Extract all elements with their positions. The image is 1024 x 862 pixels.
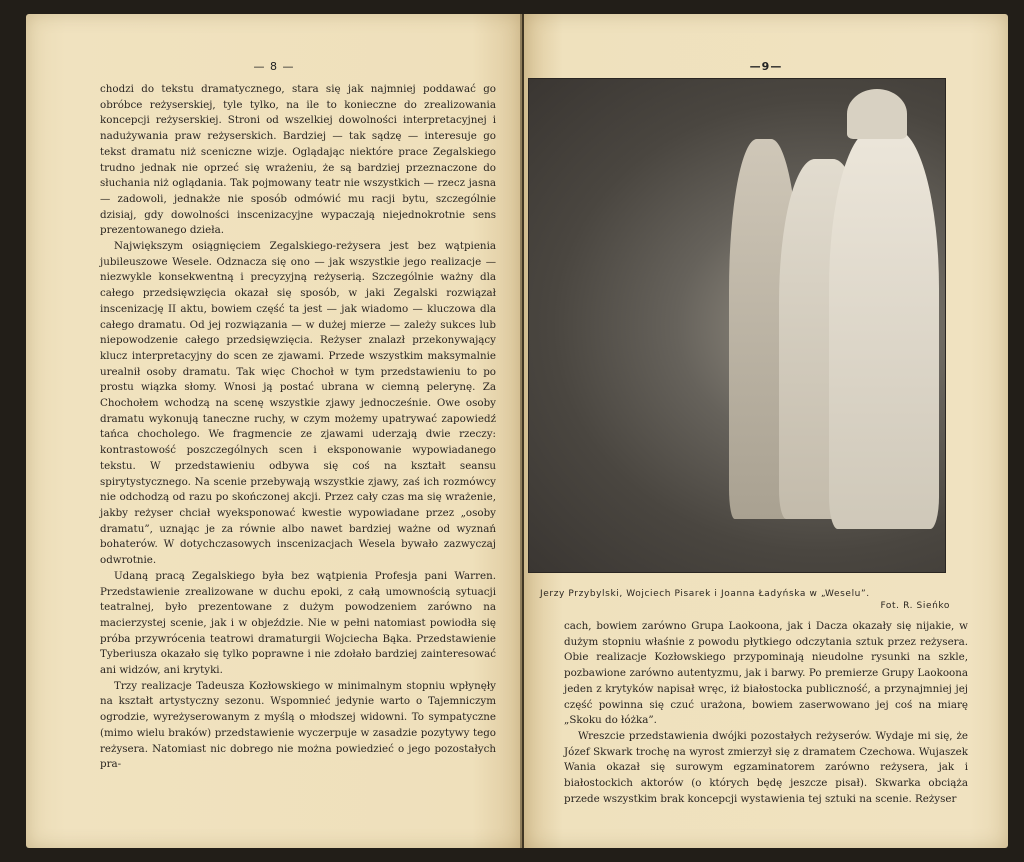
left-page [26,14,522,848]
page-number-left: — 8 — [253,60,295,73]
caption-credit: Fot. R. Sieńko [880,601,950,611]
right-page [524,14,1008,848]
paragraph: cach, bowiem zarówno Grupa Laokoona, jak i Dacza okazały się nijakie, w dużym stopniu właśnie z powodu płytkiego odczytania sztuk przez reżysera. Obie realizacje Kozłowskiego przypominają nieudolne rysunki na szkle, pozbawione zarówno autentyzmu, jak i barwy. Po premierze Grupy Laokoona jeden z krytyków napisał wręc, iż białostocka publiczność, a przynajmniej jej część powinna się czuć urażona, bowiem zaserwowano jej coś na miarę „Skoku do łóżka”. [564,620,968,727]
figure-actor-3 [829,129,939,529]
photo-caption [540,588,950,612]
bridal-headpiece [847,89,907,139]
stage-photo [528,78,946,573]
page-number-right: —9— [749,60,783,73]
left-page-text [100,82,496,773]
paragraph: Udaną pracą Zegalskiego była bez wątpienia Profesja pani Warren. Przedstawienie zrealizowane w duchu epoki, z całą umownością sytuacji teatralnej, było prezentowane z dużym powodzeniem zarówno na macierzystej scenie, jak i w objeździe. Nie w pełni natomiast powiodła się próba przywrócenia teatrowi dramaturgii Wojciecha Bąka. Przedstawienie Tyberiusza okazało się tylko poprawne i nie zdołało bardziej zainteresować ani widzów, ani krytyki. [100,569,496,677]
right-page-text [564,619,968,807]
paragraph: Największym osiągnięciem Zegalskiego-reżysera jest bez wątpienia jubileuszowe Wesele. Odznacza się ono — jak wszystkie jego realizacje — niezwykle konsekwentną i precyzyjną reżyserią. Szczególnie ważny dla całego przedsięwzięcia okazał się sposób, w jaki Zegalski rozwiązał inscenizację II aktu, bowiem część ta jest — jak wiadomo — kluczowa dla całego dramatu. Od jej rozwiązania — w dużej mierze — zależy sukces lub niepowodzenie całego przedsięwzięcia. Reżyser znalazł przekonywający klucz interpretacyjny do scen ze zjawami. Przede wszystkim maksymalnie urealnił osoby dramatu. Tak więc Chochoł w tym przedstawieniu to po prostu wiązka słomy. Wnosi ją postać ubrana w ciemną pelerynę. Za Chochołem wchodzą na scenę wszystkie zjawy jednocześnie. Owe osoby dramatu wykonują taneczne ruchy, w czym możemy upatrywać zapowiedź tańca chocholego. We fragmencie ze zjawami uderzają dwie rzeczy: kontrastowość poszczególnych scen i eksponowanie wypowiadanego tekstu. W przedstawieniu odbywa się coś na kształt seansu spirytystycznego. Na scenie przebywają wszystkie zjawy, zaś ich rozmówcy nie odchodzą od razu po skończonej akcji. Przez cały czas ma się wrażenie, jakby reżyser chciał wyeksponować kwestie wypowiadane przez „osoby dramatu”, uznając je za równie albo nawet bardziej ważne od wyznań bohaterów. W dotychczasowych inscenizacjach Wesela bywało zazwyczaj odwrotnie. [100,240,496,567]
paragraph: Trzy realizacje Tadeusza Kozłowskiego w minimalnym stopniu wpłynęły na kształt artystyczny sezonu. Wspomnieć jedynie warto o Tajemniczym ogrodzie, wyreżyserowanym z myślą o młodszej widowni. To sympatyczne (mimo wielu braków) przedstawienie wyczerpuje w zasadzie pozytywy tego reżysera. Natomiast nic dobrego nie można powiedzieć o jego pozostałych pra- [100,679,496,771]
paragraph: chodzi do tekstu dramatycznego, stara się jak najmniej poddawać go obróbce reżyserskiej, tyle tylko, na ile to konieczne do zrealizowania koncepcji reżyserskiej. Stroni od wszelkiej dowolności interpretacyjnej i nadużywania praw reżyserskich. Bardziej — tak sądzę — interesuje go tekst dramatu niż sceniczne wizje. Oglądając niektóre prace Zegalskiego trudno jednak nie oprzeć się wrażeniu, że są bardziej przeznaczone do słuchania niż oglądania. Tak pojmowany teatr nie wszystkich — rzecz jasna — zadowoli, jednakże nie sposób odmówić mu racji bytu, szczególnie dzisiaj, gdy dowolności inscenizacyjne wypaczają niejednokrotnie sens prezentowanego dzieła. [100,83,496,237]
paragraph: Wreszcie przedstawienia dwójki pozostałych reżyserów. Wydaje mi się, że Józef Skwark trochę na wyrost zmierzył się z dramatem Czechowa. Wujaszek Wania okazał się surowym egzaminatorem zarówno reżysera, jak i białostockich aktorów (o których będę jeszcze pisał). Skwarka obciąża przede wszystkim brak koncepcji wystawienia tej sztuki na scenie. Reżyser [564,729,968,805]
caption-names: Jerzy Przybylski, Wojciech Pisarek i Joanna Ładyńska w „Weselu”. [540,589,870,599]
